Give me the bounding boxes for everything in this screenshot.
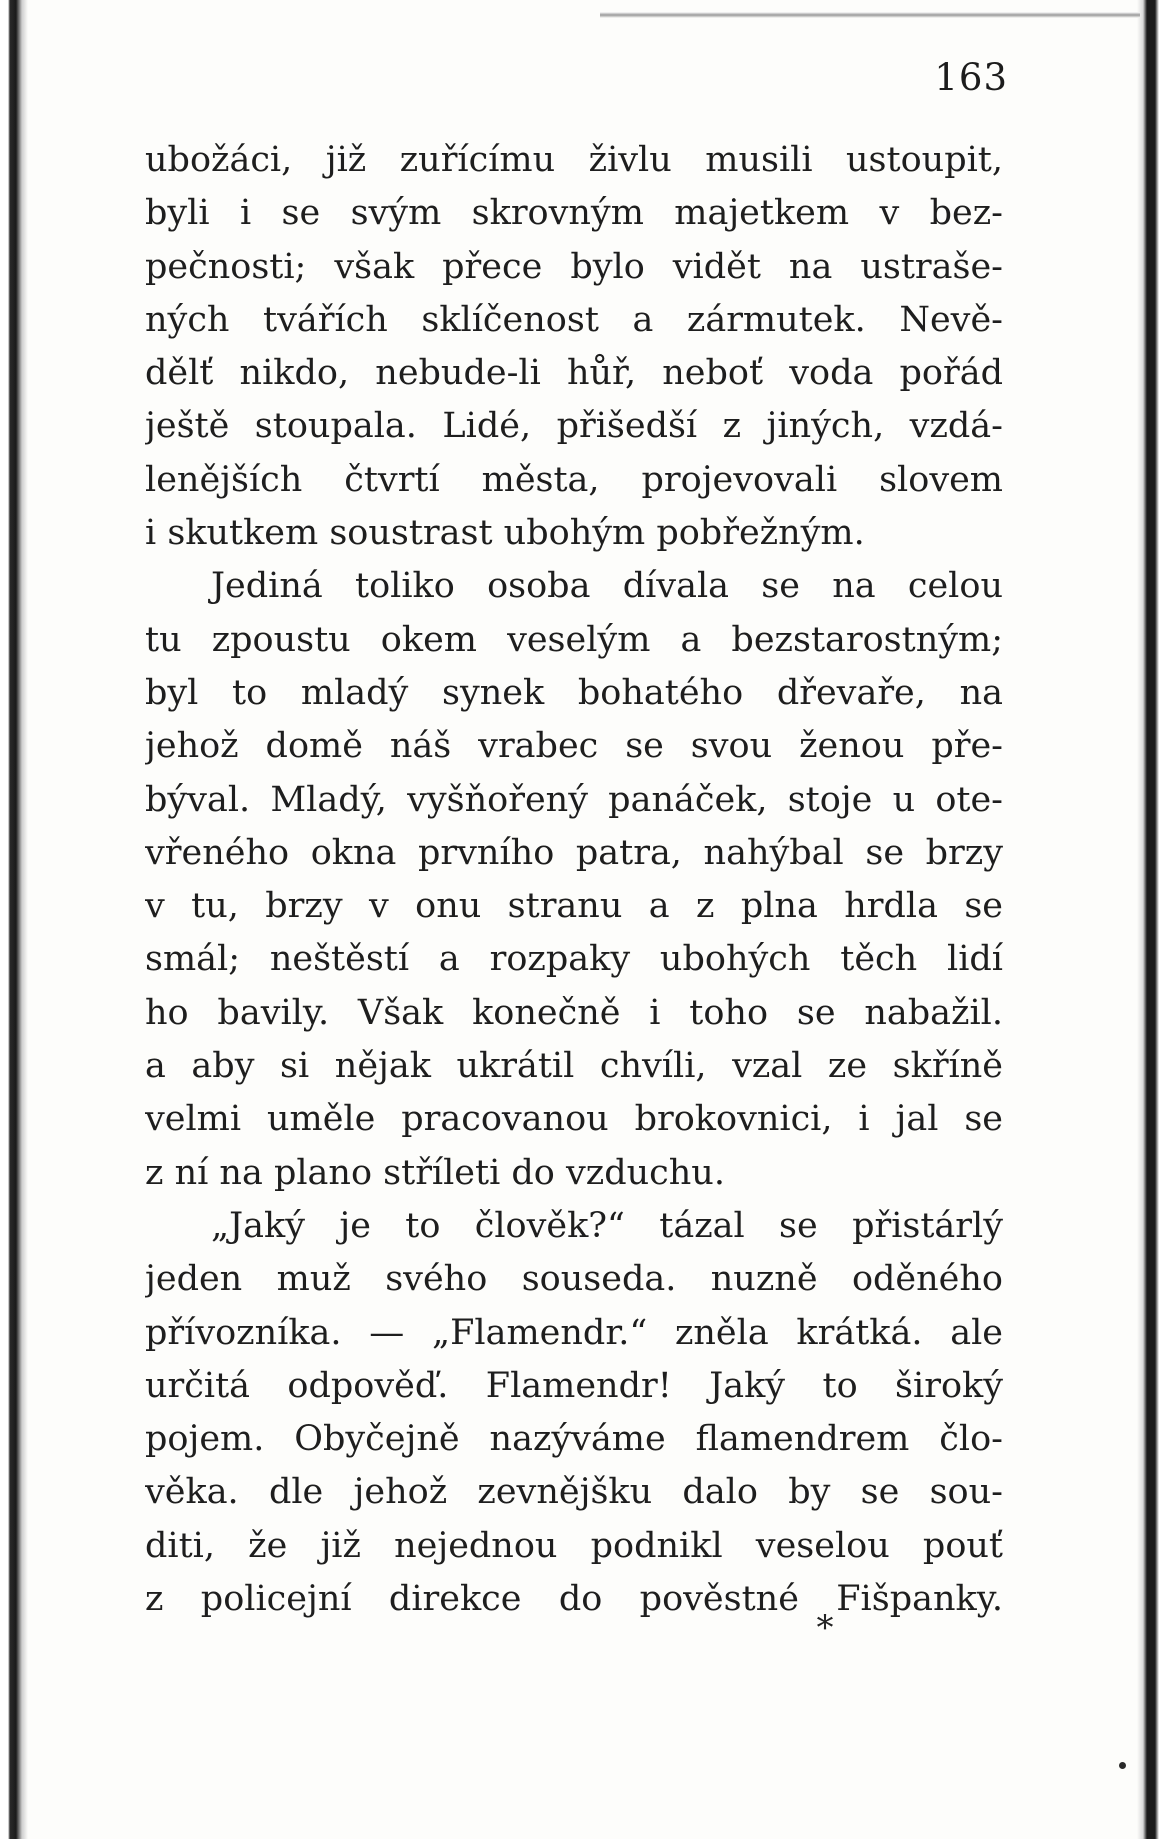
text-line: ných tvářích sklíčenost a zármutek. Nevě- bbox=[145, 299, 1003, 340]
text-line: ho bavily. Však konečně i toho se nabažil. bbox=[145, 992, 1003, 1033]
text-line: a aby si nějak ukrátil chvíli, vzal ze skříně bbox=[145, 1046, 1003, 1087]
body-text bbox=[145, 134, 1003, 1626]
text-line: jeden muž svého souseda. nuzně oděného bbox=[145, 1259, 1003, 1300]
text-line: jehož domě náš vrabec se svou ženou pře- bbox=[145, 726, 1003, 767]
text-line: ubožáci, již zuřícímu živlu musili ustoupit, bbox=[145, 140, 1003, 180]
text-line: z policejní direkce do pověstné Fišpanky. bbox=[145, 1579, 1003, 1620]
text-line: v tu, brzy v onu stranu a z plna hrdla se bbox=[145, 886, 1003, 927]
text-line: vřeného okna prvního patra, nahýbal se brzy bbox=[145, 832, 1003, 873]
text-line: ještě stoupala. Lidé, přišedší z jiných, vzdá- bbox=[145, 406, 1003, 447]
text-line: pečnosti; však přece bylo vidět na ustraše- bbox=[145, 246, 1003, 287]
page-number: 163 bbox=[934, 56, 1008, 99]
text-line: dělť nikdo, nebude-li hůř, neboť voda pořád bbox=[145, 353, 1003, 394]
text-line: Jediná toliko osoba dívala se na celou bbox=[211, 566, 1003, 607]
scan-right-edge bbox=[1137, 0, 1171, 1839]
text-line: býval. Mladý, vyšňořený panáček, stoje u ote- bbox=[145, 779, 1003, 820]
section-mark: * bbox=[816, 1608, 834, 1648]
text-line: i skutkem soustrast ubohým pobřežným. bbox=[145, 513, 865, 554]
scan-top-edge bbox=[600, 12, 1140, 18]
text-line: byli i se svým skrovným majetkem v bez- bbox=[145, 193, 1003, 234]
scan-left-edge bbox=[0, 0, 28, 1839]
text-line: diti, že již nejednou podnikl veselou pouť bbox=[145, 1525, 1003, 1566]
text-line: přívozníka. — „Flamendr.“ zněla krátká. ale bbox=[145, 1312, 1003, 1353]
text-line: byl to mladý synek bohatého dřevaře, na bbox=[145, 672, 1003, 713]
text-line: z ní na plano stříleti do vzduchu. bbox=[145, 1152, 725, 1193]
text-line: lenějších čtvrtí města, projevovali slovem bbox=[145, 459, 1003, 500]
scan-speck bbox=[1119, 1762, 1126, 1769]
text-line: pojem. Obyčejně nazýváme flamendrem člo- bbox=[145, 1419, 1003, 1460]
text-line: určitá odpověď. Flamendr! Jaký to široký bbox=[145, 1365, 1003, 1406]
text-line: věka. dle jehož zevnějšku dalo by se sou- bbox=[145, 1472, 1003, 1513]
text-line: velmi uměle pracovanou brokovnici, i jal se bbox=[145, 1099, 1003, 1140]
text-line: smál; neštěstí a rozpaky ubohých těch lidí bbox=[145, 939, 1003, 980]
text-line: tu zpoustu okem veselým a bezstarostným; bbox=[145, 619, 1003, 660]
text-line: „Jaký je to člověk?“ tázal se přistárlý bbox=[211, 1205, 1003, 1246]
